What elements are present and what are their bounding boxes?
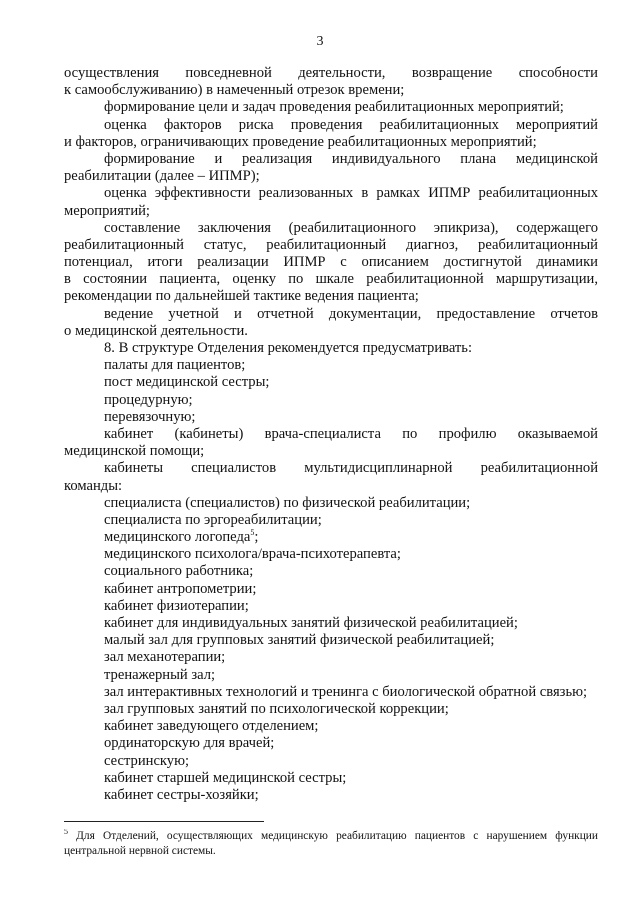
text-line: мероприятий; (64, 202, 150, 219)
list-item: кабинет для индивидуальных занятий физической реабилитацией; (104, 615, 518, 631)
footnote-text (64, 829, 598, 844)
text-line: медицинской помощи; (64, 443, 205, 460)
text-line: и факторов, ограничивающих проведение реабилитационных мероприятий; (64, 133, 537, 150)
list-item: кабинет заведующего отделением; (104, 718, 319, 735)
text-line: в состоянии пациента, оценку по шкале реабилитационной маршрутизации, (64, 271, 598, 288)
list-item: сестринскую; (104, 752, 190, 769)
footnote-divider (64, 821, 264, 822)
list-item: малый зал для групповых занятий физической реабилитацией; (104, 632, 495, 649)
list-item: оценка факторов риска проведения реабилитационных мероприятий (104, 116, 598, 133)
text-line: реабилитационный статус, реабилитационный диагноз, реабилитационный (64, 236, 598, 253)
list-item: зал групповых занятий по психологической коррекции; (104, 700, 449, 717)
list-item: составление заключения (реабилитационного эпикриза), содержащего (104, 219, 598, 236)
list-item: кабинет (кабинеты) врача-специалиста по профилю оказываемой (104, 425, 598, 442)
footnotes (64, 829, 598, 859)
list-item: процедурную; (104, 391, 193, 408)
list-item: формирование и реализация индивидуального плана медицинской (104, 150, 598, 167)
list-item: кабинет старшей медицинской сестры; (104, 769, 347, 786)
text-line: о медицинской деятельности. (64, 322, 248, 339)
text-line: рекомендации по дальнейшей тактике ведения пациента; (64, 288, 419, 305)
text-line: потенциал, итоги реализации ИПМР с описанием достигнутой динамики (64, 254, 598, 271)
list-item: специалиста по эргореабилитации; (104, 511, 322, 528)
list-item: кабинеты специалистов мультидисциплинарной реабилитационной (104, 460, 598, 477)
list-item: зал механотерапии; (104, 649, 226, 666)
document-body (64, 65, 598, 804)
list-item: тренажерный зал; (104, 666, 216, 683)
list-item: оценка эффективности реализованных в рамках ИПМР реабилитационных (104, 185, 598, 202)
list-item: медицинского психолога/врача-психотерапевта; (104, 546, 401, 563)
text-line: команды: (64, 477, 123, 494)
text-line: реабилитации (далее – ИПМР); (64, 168, 260, 185)
list-item: кабинет антропометрии; (104, 580, 257, 597)
list-item: кабинет сестры-хозяйки; (104, 786, 259, 803)
page-number: 3 (316, 34, 324, 49)
list-item (64, 529, 598, 546)
list-item: зал интерактивных технологий и тренинга с биологической обратной связью; (104, 683, 588, 700)
list-item: социального работника; (104, 563, 254, 580)
list-item: специалиста (специалистов) по физической реабилитации; (104, 494, 471, 511)
footnote-reference: 5 (250, 529, 255, 538)
section-heading: 8. В структуре Отделения рекомендуется предусматривать: (104, 340, 473, 356)
list-item: формирование цели и задач проведения реабилитационных мероприятий; (104, 99, 564, 116)
list-item-punctuation: ; (254, 529, 259, 546)
list-item: ординаторскую для врачей; (104, 735, 275, 752)
list-item: кабинет физиотерапии; (104, 597, 249, 614)
list-item: ведение учетной и отчетной документации, предоставление отчетов (104, 305, 598, 322)
footnote-text-line: Для Отделений, осуществляющих медицинскую реабилитацию пациентов с нарушением функции (76, 830, 598, 842)
footnote-mark: 5 (64, 829, 68, 837)
list-item: пост медицинской сестры; (104, 374, 270, 391)
list-item-text: медицинского логопеда (104, 529, 251, 546)
text-line: к самообслуживанию) в намеченный отрезок времени; (64, 82, 405, 99)
list-item: палаты для пациентов; (104, 357, 246, 374)
text-line: осуществления повседневной деятельности, возвращение способности (64, 65, 598, 81)
list-item: перевязочную; (104, 408, 196, 425)
footnote-text-line: центральной нервной системы. (64, 845, 216, 857)
